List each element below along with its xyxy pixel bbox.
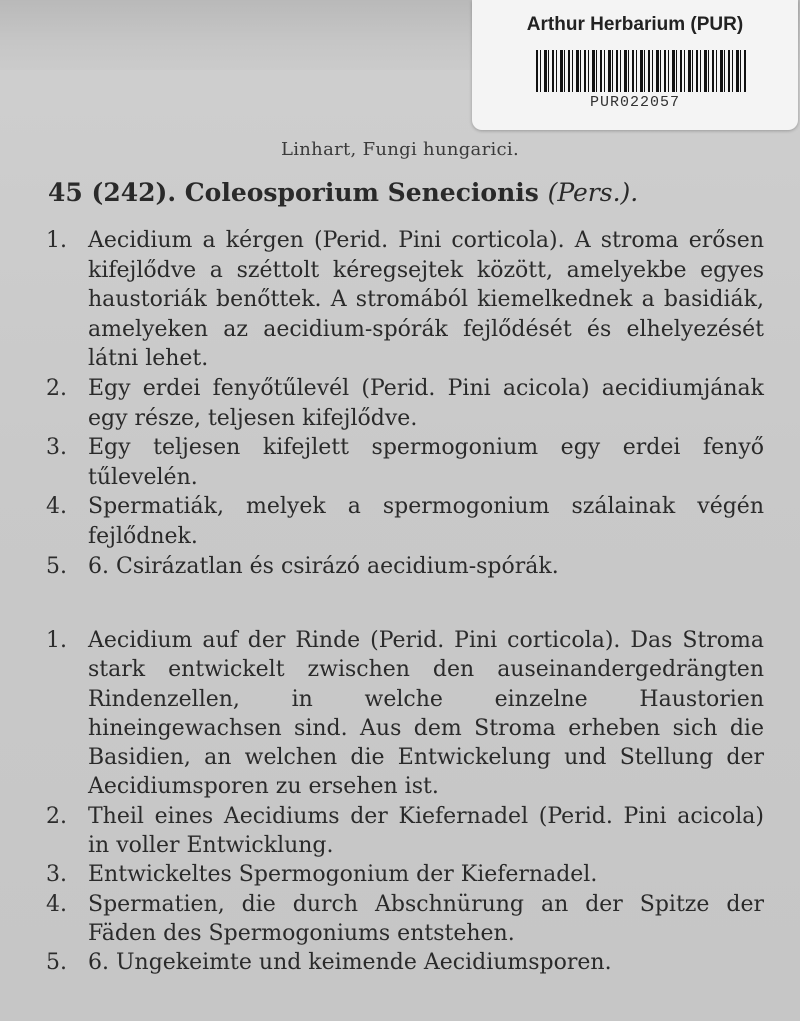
herbarium-name: Arthur Herbarium (PUR) [526,14,744,35]
list-item [0,860,800,889]
item-text: Aecidium a kérgen (Perid. Pini corticola). A stroma erősen kifejlődve a széttolt kéregsejtek között, amelyekbe egyes haustoriák benőttek. A stromából kiemelkednek a basidiák, amelyeken az aecidium-spórák fejlődését és elhelyezését látni lehet. [88,228,764,372]
german-figure-list [0,626,800,978]
species-number: 45 (242). [48,178,177,207]
barcode-image [536,50,748,92]
list-item [0,492,800,551]
item-number: 5. [46,553,67,579]
item-text: Spermatien, die durch Abschnürung an der Spitze der Fäden des Spermogoniums entstehen. [88,891,764,946]
item-number: 5. [46,950,67,976]
herbarium-label [472,0,798,130]
list-item [0,226,800,374]
running-head: Linhart, Fungi hungarici. [280,139,520,160]
hungarian-figure-list [0,226,800,581]
item-text: Entwickeltes Spermogonium der Kiefernadel. [88,862,598,888]
list-item [0,890,800,949]
item-number: 2. [46,803,67,829]
item-text: 6. Csirázatlan és csirázó aecidium-spórák. [88,553,559,579]
item-number: 4. [46,891,67,917]
item-number: 4. [46,494,67,520]
item-text: Spermatiák, melyek a spermogonium szálainak végén fejlődnek. [88,494,764,549]
list-item [0,948,800,977]
item-text: Theil eines Aecidiums der Kiefernadel (Perid. Pini acicola) in voller Entwicklung. [88,803,764,859]
item-text: 6. Ungekeimte und keimende Aecidiumsporen. [88,950,612,976]
item-number: 2. [46,375,67,401]
item-number: 1. [46,628,67,653]
item-number: 3. [46,862,67,888]
species-title [48,178,638,207]
list-item [0,802,800,861]
list-item [0,626,800,802]
species-author: (Pers.). [547,178,639,207]
item-text: Aecidium auf der Rinde (Perid. Pini corticola). Das Stroma stark entwickelt zwischen den auseinandergedrängten Rindenzellen, in welche einzelne Haustorien hineingewachsen sind. Aus dem Stroma erheben sich die Basidien, an welchen die Entwickelung und Stellung der Aecidiumsporen zu ersehen ist. [88,628,764,800]
list-item [0,433,800,492]
barcode-number: PUR022057 [589,94,680,111]
list-item [0,552,800,582]
item-number: 3. [46,435,67,461]
item-text: Egy erdei fenyőtűlevél (Perid. Pini acicola) aecidiumjának egy része, teljesen kifejlődve. [88,375,764,431]
species-name: Coleosporium Senecionis [184,178,539,207]
item-number: 1. [46,228,67,253]
item-text: Egy teljesen kifejlett spermogonium egy erdei fenyő tűlevelén. [88,435,764,490]
list-item [0,374,800,433]
